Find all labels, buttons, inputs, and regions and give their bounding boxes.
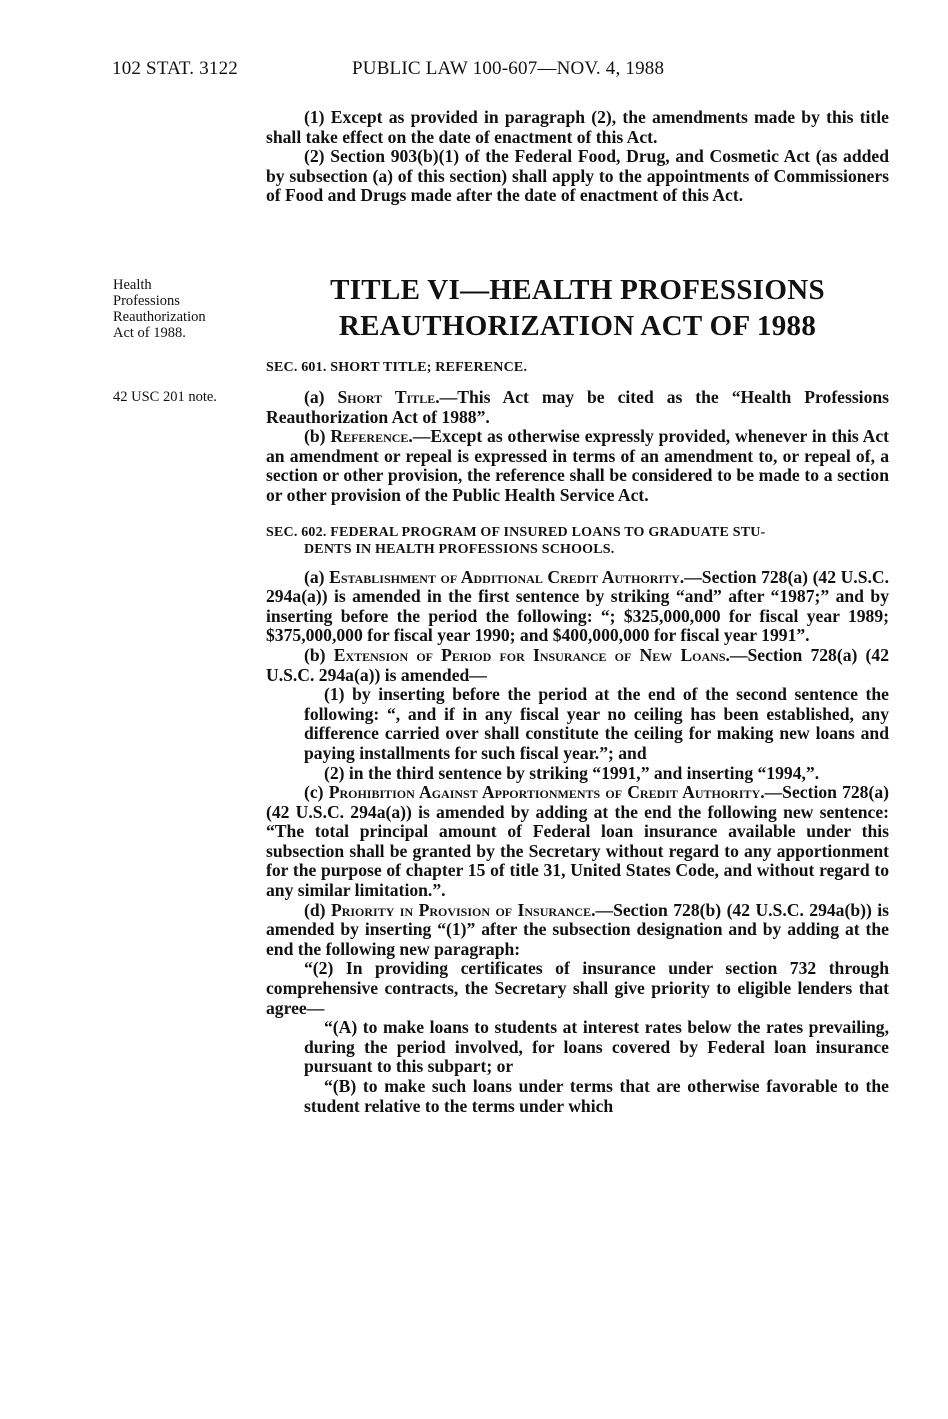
subsection-text: .—Section 728(a) (42 U.S.C. 294a(a)) is amended—: [266, 644, 889, 685]
margin-note-usc: [113, 389, 217, 405]
subsection-caption: Short Title: [337, 387, 436, 407]
subsection-label: (b): [304, 426, 331, 447]
sec-602-d: [266, 901, 889, 960]
sec-602-heading-line-2: DENTS IN HEALTH PROFESSIONS SCHOOLS.: [304, 541, 615, 557]
sec-602-d-B: “(B) to make such loans under terms that are otherwise favorable to the student relative to the terms under which: [304, 1076, 889, 1116]
sec-602-d-2: “(2) In providing certificates of insurance under section 732 through comprehensive contracts, the Secretary shall give priority to eligible lenders that agree—: [266, 958, 889, 1018]
title-line-2: REAUTHORIZATION ACT OF 1988: [338, 310, 817, 342]
subsection-caption: Reference: [330, 426, 409, 447]
sec-602-b-1: (1) by inserting before the period at the end of the second sentence the following: “, and if in any fiscal year no ceiling has been established, any difference carried over shall constitute the ceiling for making new loans and paying installments for such fiscal year.”; and: [304, 684, 889, 763]
subsection-caption: Establishment of Additional Credit Authority: [329, 566, 680, 587]
usc-note: 42 USC 201 note.: [113, 389, 217, 405]
margin-note-act-name: [113, 277, 206, 341]
subsection-text: .—Except as otherwise expressly provided, whenever in this Act an amendment or repeal is expressed in terms of an amendment to, or repeal of, a section or other provision, the reference shall be considered to be made to a section or other provision of the Public Health Service Act.: [266, 426, 889, 505]
stat-citation: 102 STAT. 3122: [112, 58, 239, 79]
sec-602-b-2: (2) in the third sentence by striking “1991,” and inserting “1994,”.: [324, 762, 820, 783]
subsection-caption: Prohibition Against Apportionments of Credit Authority: [328, 782, 761, 803]
law-citation: PUBLIC LAW 100-607—NOV. 4, 1988: [352, 58, 665, 79]
sec-602-b: [266, 646, 889, 685]
sec-602-c: [266, 783, 889, 901]
sec-601-a: [266, 388, 889, 427]
sec-601-heading: SEC. 601. SHORT TITLE; REFERENCE.: [266, 360, 528, 375]
title-heading: [266, 272, 889, 344]
subsection-label: (b): [304, 644, 334, 665]
margin-note-line: Professions: [113, 293, 180, 309]
subsection-text: .—This Act may be cited as the “Health Professions Reauthorization Act of 1988”.: [266, 387, 889, 427]
subsection-label: (a): [304, 387, 338, 407]
subsection-label: (d): [304, 899, 331, 920]
subsection-label: (c): [304, 782, 329, 803]
sec-602-a: [266, 568, 889, 646]
sec-601-b: [266, 427, 889, 505]
margin-note-line: Reauthorization: [113, 309, 206, 325]
effective-date-provisions: [266, 108, 889, 206]
sec-602-heading-line-1: SEC. 602. FEDERAL PROGRAM OF INSURED LOANS TO GRADUATE STU-: [266, 524, 766, 540]
paragraph-1: (1) Except as provided in paragraph (2), the amendments made by this title shall take effect on the date of enactment of this Act.: [266, 107, 889, 147]
margin-note-line: Act of 1988.: [113, 325, 186, 341]
margin-note-line: Health: [113, 277, 152, 293]
subsection-caption: Priority in Provision of Insurance: [330, 899, 592, 920]
title-line-1: TITLE VI—HEALTH PROFESSIONS: [330, 274, 825, 306]
subsection-text: .—Section 728(b) (42 U.S.C. 294a(b)) is amended by inserting “(1)” after the subsection designation and by adding at the end the following new paragraph:: [266, 899, 890, 959]
section-601: [266, 359, 889, 1116]
subsection-text: .—Section 728(a) (42 U.S.C. 294a(a)) is amended in the first sentence by striking “and” after “1987;” and by inserting before the period the following: “; $325,000,000 for fiscal year 1989; $375,000,000 for fiscal year 1990; and $400,000,000 for fiscal year 1991”.: [266, 566, 889, 646]
subsection-text: .—Section 728(a) (42 U.S.C. 294a(a)) is amended by adding at the end the following new sentence: “The total principal amount of Federal loan insurance available under this subsection shall be granted by the Secretary without regard to any apportionment for the purpose of chapter 15 of title 31, United States Code, and without regard to any similar limitation.”.: [266, 782, 889, 901]
sec-602-d-A: “(A) to make loans to students at interest rates below the rates prevailing, during the period involved, for loans covered by Federal loan insurance pursuant to this subpart; or: [304, 1017, 889, 1077]
paragraph-2: (2) Section 903(b)(1) of the Federal Food, Drug, and Cosmetic Act (as added by subsection (a) of this section) shall apply to the appointments of Commissioners of Food and Drugs made after the date of enactment of this Act.: [266, 146, 889, 206]
subsection-caption: Extension of Period for Insurance of New Loans: [333, 644, 726, 665]
subsection-label: (a): [304, 566, 330, 587]
